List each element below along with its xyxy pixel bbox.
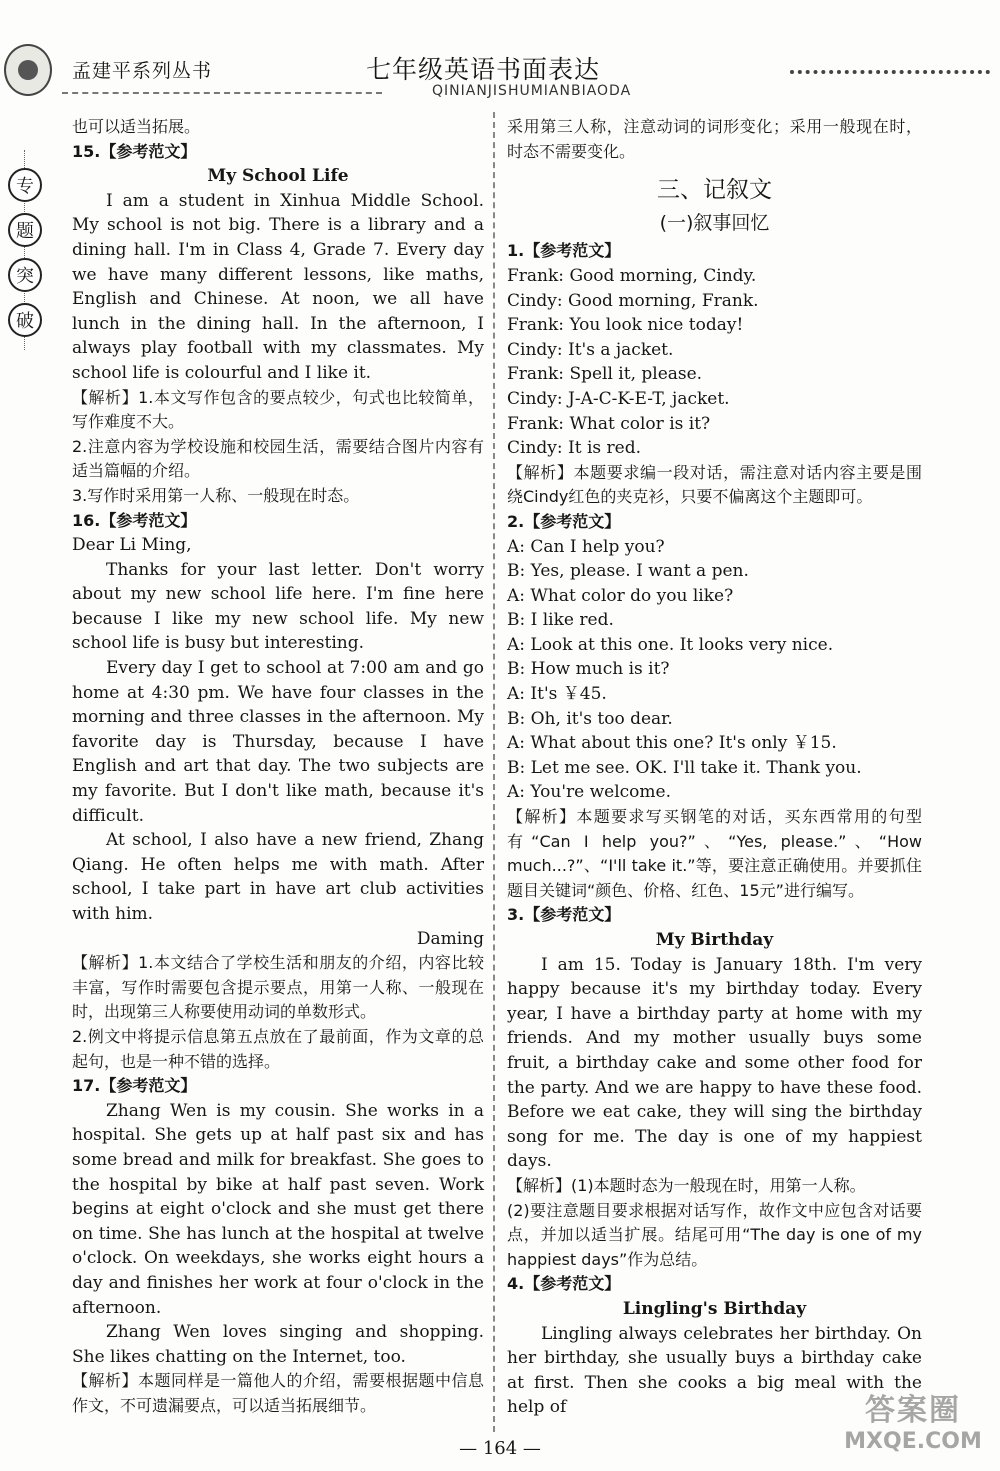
signature: Daming xyxy=(416,928,484,949)
left-column xyxy=(72,115,484,1418)
paragraph: Lingling always celebrates her birthday. On her birthday, she usually buys a birthday cake at first. Then she cooks a big meal with the help of xyxy=(507,1323,922,1418)
question-heading: 4.【参考范文】 xyxy=(507,1274,621,1294)
analysis-text: 【解析】本题要求编一段对话，需注意对话内容主要是围绕Cindy红色的夹克衫，只要不偏离这个主题即可。 xyxy=(507,462,922,507)
side-tab-po: 破 xyxy=(8,303,42,337)
watermark-badge: 答案圈 xyxy=(865,1393,961,1428)
paragraph: I am 15. Today is January 18th. I'm very happy because it's my birthday today. Every year, I have a birthday party at home with my friends. And my mother usually buys some fruit, a birthday cake and some other food for the party. And we are happy to have these food. Before we eat cake, they will sing the birthday song for me. The day is one of my happiest days. xyxy=(507,954,922,1172)
text-line: A: It's ￥45. xyxy=(507,684,607,705)
analysis-text: 【解析】1.本文结合了学校生活和朋友的介绍，内容比较丰富，写作时需要包含提示要点，用第一人称、一般现在时，出现第三人称要使用动词的单数形式。 xyxy=(72,953,484,1022)
paragraph: At school, I also have a new friend, Zhang Qiang. He often helps me with math. After school, I take part in have art club activities with him. xyxy=(72,830,484,924)
text-line: Cindy: J-A-C-K-E-T, jacket. xyxy=(507,388,730,409)
page-header xyxy=(0,0,1000,120)
analysis-text: 【解析】(1)本题时态为一般现在时，用第一人称。 xyxy=(507,1175,866,1195)
paragraph: I am a student in Xinhua Middle School. My school is not big. There is a library and a dining hall. I'm in Class 4, Grade 7. Every day we have many different lessons, like maths, English and Chinese. At noon, we all have lunch in the dining hall. In the afternoon, I always play football with my classmates. My school life is colourful and I like it. xyxy=(72,190,484,383)
analysis-text: 【解析】1.本文写作包含的要点较少，句式也比较简单，写作难度不大。 xyxy=(72,387,484,432)
section-title: 三、记叙文 xyxy=(657,177,772,204)
question-heading: 15.【参考范文】 xyxy=(72,141,197,161)
header-dotted-rule xyxy=(790,70,990,74)
text-line: A: What about this one? It's only ￥15. xyxy=(507,733,837,754)
essay-title: My Birthday xyxy=(655,930,774,950)
question-heading: 2.【参考范文】 xyxy=(507,511,621,531)
analysis-text: 采用第三人称，注意动词的词形变化；采用一般现在时，时态不需要变化。 xyxy=(507,117,922,161)
text-line: A: Look at this one. It looks very nice. xyxy=(507,634,834,655)
side-tab-zhuan: 专 xyxy=(8,168,42,202)
side-tab-ti: 题 xyxy=(8,213,42,247)
text-line: Cindy: It's a jacket. xyxy=(507,339,674,360)
paragraph: Zhang Wen loves singing and shopping. She likes chatting on the Internet, too. xyxy=(72,1322,484,1367)
series-name: 孟建平系列丛书 xyxy=(72,60,213,82)
text-line: Frank: What color is it? xyxy=(507,413,711,434)
essay-title: Lingling's Birthday xyxy=(622,1298,807,1319)
analysis-text: (2)要注意题目要求根据对话写作，故作文中应包含对话要点，并加以适当扩展。结尾可用“The day is one of my happiest days”作为总结。 xyxy=(507,1200,922,1269)
text-line: Frank: You look nice today! xyxy=(507,315,744,336)
text-line: Cindy: It is red. xyxy=(507,438,641,459)
header-dashed-rule xyxy=(62,92,382,94)
side-tab-tu: 突 xyxy=(8,258,42,292)
question-heading: 3.【参考范文】 xyxy=(507,905,621,925)
text-line: Cindy: Good morning, Frank. xyxy=(507,290,759,311)
paragraph: Every day I get to school at 7:00 am and go home at 4:30 pm. We have four classes in the morning and three classes in the afternoon. My favorite day is Thursday, because I have English and art that day. The two subjects are my favorite. But I don't like math, because it's difficult. xyxy=(72,658,484,826)
analysis-text: 【解析】本题要求写买钢笔的对话，买东西常用的句型有“Can I help you?”、“Yes, please.”、“How much...?”、“I'll take it.”等，要注意正确使用。并要抓住题目关键词“颜色、价格、红色、15元”进行编写。 xyxy=(507,807,922,900)
watermark xyxy=(828,1385,998,1465)
text-line: B: Yes, please. I want a pen. xyxy=(507,561,749,582)
subsection-title: (一)叙事回忆 xyxy=(659,211,770,234)
text-line: Dear Li Ming, xyxy=(72,535,192,556)
publisher-logo-icon xyxy=(4,44,52,96)
column-divider xyxy=(493,112,495,1432)
analysis-text: 也可以适当拓展。 xyxy=(72,117,201,136)
analysis-text: 2.注意内容为学校设施和校园生活，需要结合图片内容有适当篇幅的介绍。 xyxy=(72,436,484,481)
text-line: Frank: Spell it, please. xyxy=(507,364,703,385)
text-line: A: What color do you like? xyxy=(507,585,734,606)
text-line: B: How much is it? xyxy=(507,659,670,680)
text-line: B: I like red. xyxy=(507,610,614,631)
right-column xyxy=(507,115,922,1420)
watermark-url: MXQE.COM xyxy=(844,1429,982,1454)
paragraph: Thanks for your last letter. Don't worry about my new school life here. I'm fine here because I like my new school life. My new school life is busy but interesting. xyxy=(72,559,484,654)
text-line: B: Let me see. OK. I'll take it. Thank you. xyxy=(507,757,862,778)
book-title-pinyin: QINIANJISHUMIANBIAODA xyxy=(432,83,632,99)
question-heading: 17.【参考范文】 xyxy=(72,1076,197,1096)
page-number: — 164 — xyxy=(459,1438,541,1459)
question-heading: 16.【参考范文】 xyxy=(72,510,197,530)
analysis-text: 2.例文中将提示信息第五点放在了最前面，作为文章的总起句，也是一种不错的选择。 xyxy=(72,1026,484,1071)
question-heading: 1.【参考范文】 xyxy=(507,241,621,261)
text-line: B: Oh, it's too dear. xyxy=(507,708,673,729)
text-line: A: Can I help you? xyxy=(507,536,665,557)
text-line: A: You're welcome. xyxy=(507,782,671,803)
analysis-text: 3.写作时采用第一人称、一般现在时态。 xyxy=(72,485,360,505)
book-title: 七年级英语书面表达 xyxy=(366,55,601,84)
text-line: Frank: Good morning, Cindy. xyxy=(507,265,757,286)
analysis-text: 【解析】本题同样是一篇他人的介绍，需要根据题中信息作文，不可遗漏要点，可以适当拓展细节。 xyxy=(72,1371,484,1415)
paragraph: Zhang Wen is my cousin. She works in a hospital. She gets up at half past six and has some bread and milk for breakfast. She goes to the hospital by bike at half past seven. Work begins at eight o'clock and she must get there on time. She has lunch at the hospital at twelve o'clock. On weekdays, she works eight hours a day and finishes her work at four o'clock in the afternoon. xyxy=(72,1100,484,1318)
essay-title: My School Life xyxy=(207,166,349,187)
